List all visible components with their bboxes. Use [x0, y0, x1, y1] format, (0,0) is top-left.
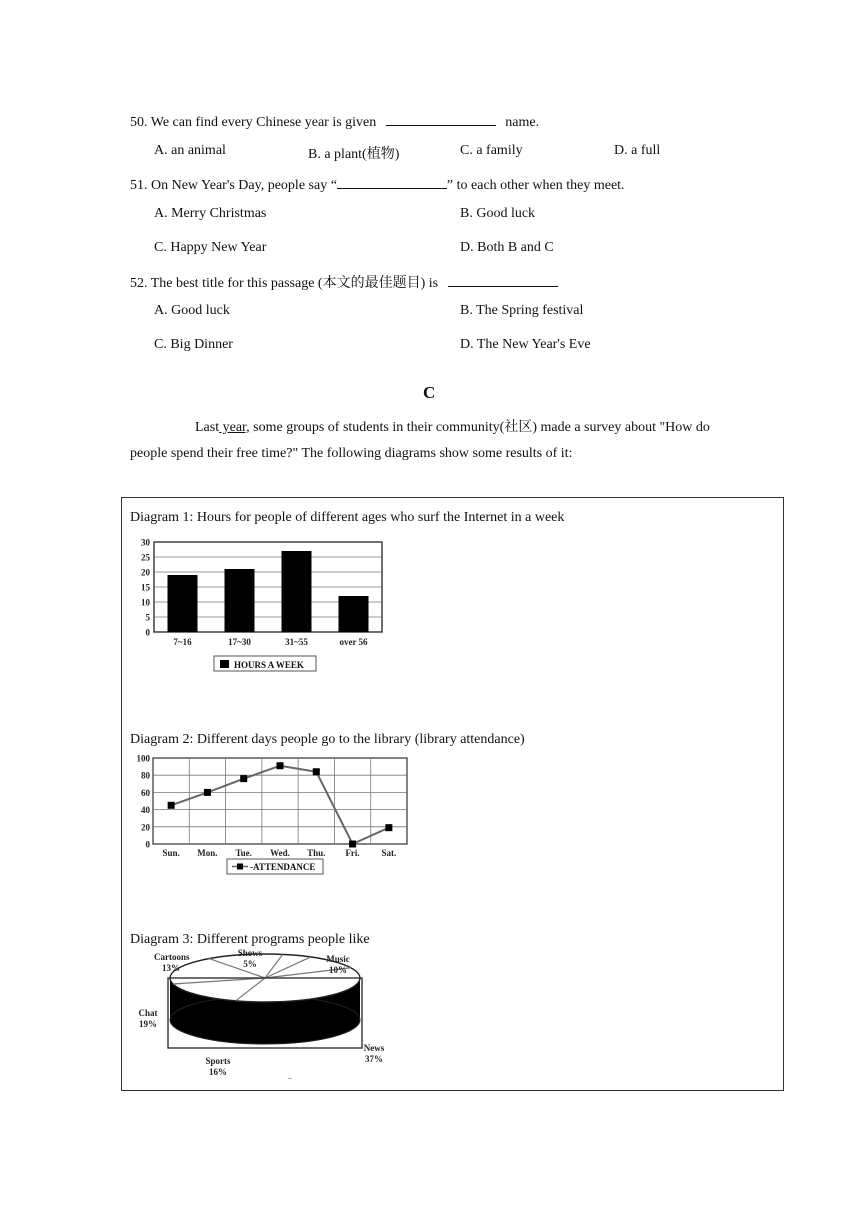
slice-value-shows: 5%: [243, 959, 257, 969]
data-point: [385, 824, 392, 831]
x-tick-label: Sun.: [162, 848, 180, 858]
y-tick-label: 30: [141, 537, 150, 548]
option-51-d: D. Both B and C: [460, 240, 554, 255]
passage-text: Last: [195, 420, 220, 435]
question-51-text-end: ” to each other when they meet.: [446, 178, 625, 193]
x-tick-label: Sat.: [381, 848, 397, 858]
passage-underlined-text: year,: [219, 420, 250, 435]
diagram-2-line-chart: [130, 755, 420, 880]
legend-label: -ATTENDANCE: [250, 862, 316, 872]
slice-value-news: 37%: [365, 1054, 383, 1064]
data-point: [313, 768, 320, 775]
legend-label: HOURS A WEEK: [234, 660, 304, 670]
option-51-b: B. Good luck: [460, 206, 536, 221]
y-tick-label: 0: [145, 839, 150, 850]
slice-label-music: Music: [326, 954, 350, 964]
question-50-stem: [130, 112, 539, 131]
y-tick-label: 80: [141, 770, 150, 781]
option-52-b: B. The Spring festival: [460, 303, 584, 318]
question-50-text-end: name.: [505, 115, 540, 130]
slice-value-sports: 16%: [209, 1067, 227, 1077]
data-point: [277, 762, 284, 769]
slice-label-sports: Sports: [205, 1056, 231, 1066]
answer-blank-51: [337, 175, 447, 189]
x-tick-label: Tue.: [235, 848, 252, 858]
question-51-text-start: 51. On New Year's Day, people say “: [130, 178, 337, 193]
legend-marker: [237, 864, 243, 870]
page-mark: –: [288, 1073, 292, 1082]
option-52-c: C. Big Dinner: [154, 337, 233, 352]
passage-line-1: [195, 416, 710, 436]
option-51-c: C. Happy New Year: [154, 240, 267, 255]
diagram-1-title: Diagram 1: Hours for people of different ages who surf the Internet in a week: [130, 510, 565, 525]
question-51-stem: [130, 175, 625, 194]
y-tick-label: 25: [141, 552, 150, 563]
slice-label-news: News: [363, 1043, 385, 1053]
x-tick-label: 7~16: [173, 637, 192, 647]
diagram-3-pie-chart: [130, 948, 400, 1083]
bar: [168, 575, 198, 632]
slice-value-chat: 19%: [139, 1019, 157, 1029]
option-50-b: B. a plant(植物): [308, 147, 400, 162]
option-52-a: A. Good luck: [154, 303, 230, 318]
x-tick-label: Fri.: [345, 848, 360, 858]
passage-line-2: people spend their free time?" The following diagrams show some results of it:: [130, 446, 573, 461]
option-50-d: D. a full: [614, 143, 661, 158]
slice-value-music: 10%: [329, 965, 347, 975]
option-52-d: D. The New Year's Eve: [460, 337, 591, 352]
passage-text: some groups of students in their community(社区) made a survey about "How do: [249, 420, 710, 435]
legend-swatch: [220, 660, 229, 668]
bar: [282, 551, 312, 632]
question-52-text-start: 52. The best title for this passage (本文的最佳题目) is: [130, 276, 439, 291]
option-51-a: A. Merry Christmas: [154, 206, 267, 221]
y-tick-label: 10: [141, 597, 150, 608]
x-tick-label: 17~30: [228, 637, 251, 647]
answer-blank-52: [448, 273, 558, 287]
y-tick-label: 60: [141, 787, 150, 798]
data-point: [204, 789, 211, 796]
data-point: [168, 802, 175, 809]
bar: [339, 596, 369, 632]
question-52-stem: [130, 272, 558, 292]
y-tick-label: 15: [141, 582, 150, 593]
section-heading: C: [423, 383, 436, 402]
slice-label-shows: Shows: [237, 948, 263, 958]
slice-label-chat: Chat: [138, 1008, 158, 1018]
x-tick-label: Thu.: [307, 848, 326, 858]
series-line-attendance: [171, 766, 389, 844]
answer-blank-50: [386, 112, 496, 126]
option-50-c: C. a family: [460, 143, 523, 158]
bar: [225, 569, 255, 632]
y-tick-label: 0: [145, 627, 150, 638]
slice-label-cartoons: Cartoons: [154, 952, 190, 962]
diagram-1-bar-chart: [130, 536, 390, 676]
slice-value-cartoons: 13%: [162, 963, 180, 973]
y-tick-label: 5: [145, 612, 150, 623]
data-point: [240, 775, 247, 782]
y-tick-label: 20: [141, 822, 150, 833]
y-tick-label: 20: [141, 567, 150, 578]
question-50-text-start: 50. We can find every Chinese year is given: [130, 115, 377, 130]
x-tick-label: Wed.: [270, 848, 290, 858]
x-tick-label: over 56: [339, 637, 368, 647]
option-50-a: A. an animal: [154, 143, 226, 158]
y-tick-label: 40: [141, 805, 150, 816]
data-point: [349, 841, 356, 848]
x-tick-label: 31~55: [285, 637, 308, 647]
x-tick-label: Mon.: [197, 848, 218, 858]
diagram-3-title: Diagram 3: Different programs people like: [130, 932, 370, 947]
diagram-2-title: Diagram 2: Different days people go to the library (library attendance): [130, 732, 525, 747]
y-tick-label: 100: [136, 755, 150, 764]
plot-frame: [153, 758, 407, 844]
